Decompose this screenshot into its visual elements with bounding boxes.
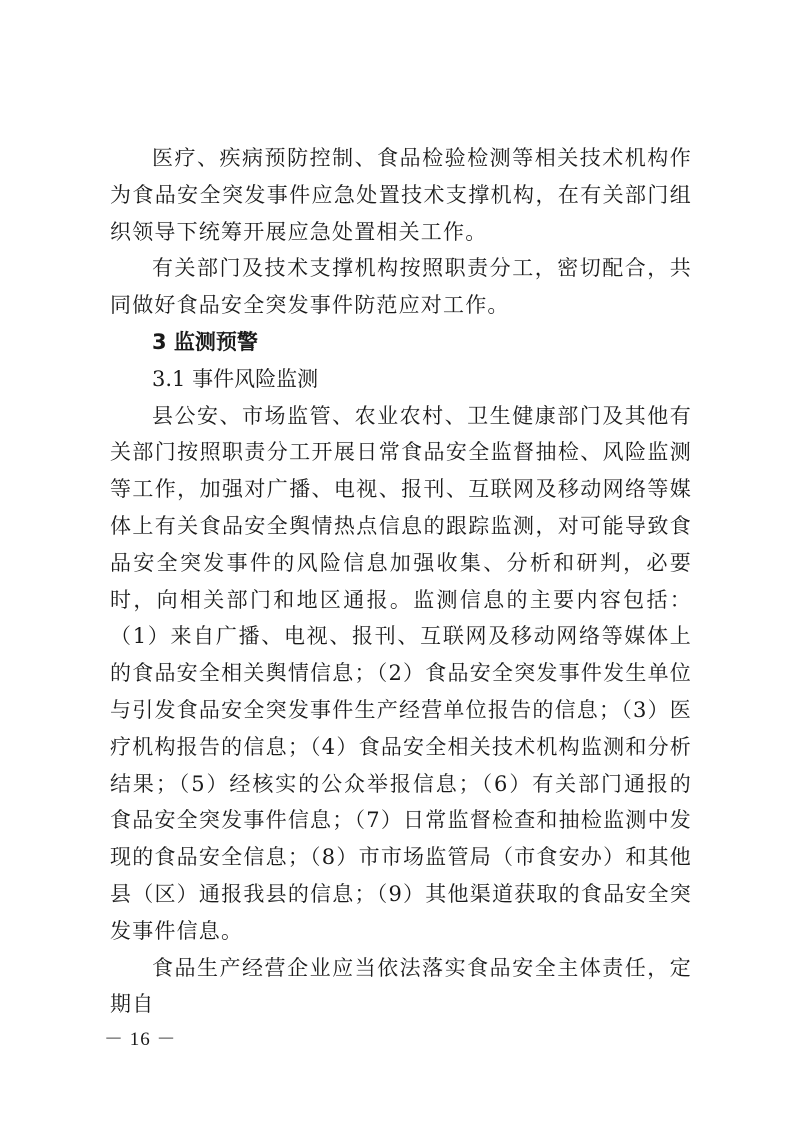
paragraph-risk-monitoring: 县公安、市场监管、农业农村、卫生健康部门及其他有关部门按照职责分工开展日常食品安全监督抽检、风险监测等工作，加强对广播、电视、报刊、互联网及移动网络等媒体上有关食品安全舆情热点信息的跟踪监测，对可能导致食品安全突发事件的风险信息加强收集、分析和研判，必要时，向相关部门和地区通报。监测信息的主要内容包括：（1）来自广播、电视、报刊、互联网及移动网络等媒体上的食品安全相关舆情信息；（2）食品安全突发事件发生单位与引发食品安全突发事件生产经营单位报告的信息；（3）医疗机构报告的信息；（4）食品安全相关技术机构监测和分析结果；（5）经核实的公众举报信息；（6）有关部门通报的食品安全突发事件信息；（7）日常监督检查和抽检监测中发现的食品安全信息；（8）市市场监管局（市食安办）和其他县（区）通报我县的信息；（9）其他渠道获取的食品安全突发事件信息。 (110, 403, 692, 943)
page-number: － 16 － (104, 1029, 177, 1050)
paragraph-cooperation: 有关部门及技术支撑机构按照职责分工，密切配合，共同做好食品安全突发事件防范应对工作。 (110, 256, 692, 318)
subsection-heading: 3.1 事件风险监测 (152, 366, 319, 391)
paragraph-tech-support: 医疗、疾病预防控制、食品检验检测等相关技术机构作为食品安全突发事件应急处置技术支撑机构，在有关部门组织领导下统筹开展应急处置相关工作。 (110, 146, 692, 244)
section-heading: 3 监测预警 (152, 329, 258, 354)
document-body (110, 140, 692, 1023)
paragraph-enterprise-duty: 食品生产经营企业应当依法落实食品安全主体责任，定期自 (110, 955, 692, 1017)
